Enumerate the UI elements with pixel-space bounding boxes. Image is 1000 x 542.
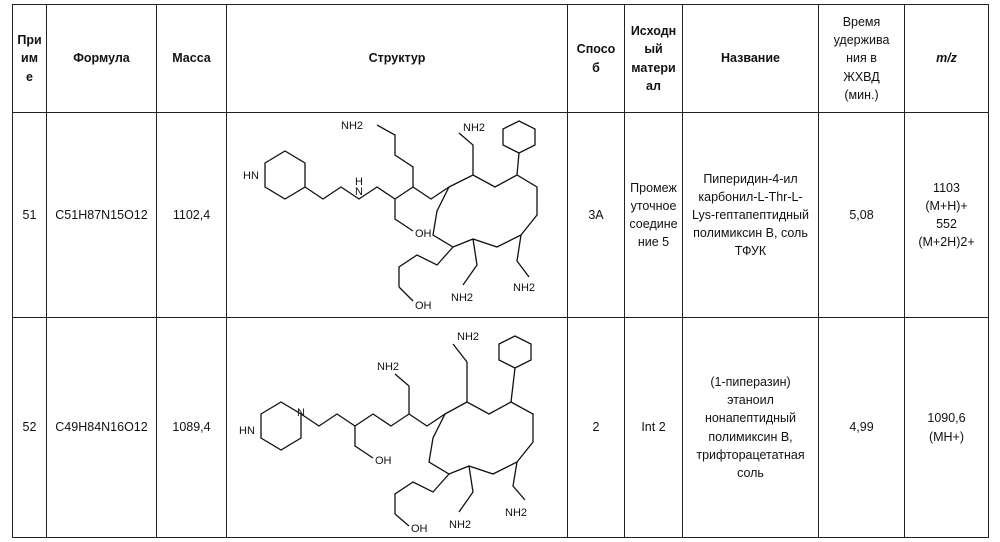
- header-example: [13, 5, 47, 113]
- header-example-text: При им е: [17, 33, 42, 84]
- header-mass: [157, 5, 227, 113]
- header-mass-text: Масса: [172, 51, 211, 66]
- cell-method: [568, 318, 625, 538]
- header-structure: [227, 5, 568, 113]
- lower-chain: [395, 474, 449, 514]
- source-text: Промеж уточное соедине ние 5: [629, 180, 678, 250]
- header-mz: [905, 5, 989, 113]
- header-source: [625, 5, 683, 113]
- dab-side-chain-1: [395, 374, 409, 414]
- dab-side-chain-bot1: [459, 466, 473, 512]
- piperidine-ring: [265, 151, 305, 199]
- nh2-label-top1: NH2: [341, 120, 364, 132]
- nh2-label-bot1: NH2: [449, 518, 472, 531]
- header-method: [568, 5, 625, 113]
- h-label: H: [355, 176, 363, 188]
- thr-side-chain: [355, 426, 373, 458]
- table-row: [13, 318, 989, 538]
- nh2-label-top2: NH2: [457, 330, 480, 343]
- phenyl-ring: [499, 336, 531, 368]
- nh2-label-top2: NH2: [463, 122, 486, 134]
- cell-mz: [905, 318, 989, 538]
- cell-name: [683, 113, 819, 318]
- cell-mz: [905, 113, 989, 318]
- phenyl-bond: [511, 368, 515, 402]
- dab-side-chain-top: [453, 344, 467, 402]
- source-text: Int 2: [641, 420, 666, 435]
- cell-structure: [227, 113, 568, 318]
- thr-side-chain: [395, 199, 413, 231]
- mz-value: 1090,6 (MH+): [927, 411, 966, 444]
- cell-mass: [157, 318, 227, 538]
- dab-side-chain-top: [459, 133, 473, 175]
- cell-retention: [819, 113, 905, 318]
- oh-label-2: OH: [415, 300, 432, 312]
- header-formula: [47, 5, 157, 113]
- formula-text: C51H87N15O12: [55, 207, 148, 222]
- header-formula-text: Формула: [73, 51, 130, 66]
- mass-value: 1102,4: [172, 207, 211, 222]
- backbone-chain: [305, 187, 449, 199]
- header-structure-text: Структур: [368, 51, 426, 66]
- phenyl-ring: [503, 121, 535, 153]
- backbone-chain: [301, 414, 445, 426]
- retention-value: 5,08: [849, 207, 874, 222]
- header-mz-text: m/z: [936, 51, 957, 66]
- nh2-label-bot2: NH2: [513, 282, 536, 294]
- header-name: [683, 5, 819, 113]
- example-number: 52: [22, 420, 37, 435]
- nh2-label-bot1: NH2: [451, 292, 474, 304]
- dab-side-chain-bot2: [517, 235, 529, 277]
- header-method-text: Спосо б: [576, 42, 616, 75]
- nh2-label-top1: NH2: [377, 360, 400, 373]
- lys-side-chain: [377, 125, 413, 187]
- nh2-label-bot2: NH2: [505, 506, 528, 519]
- lower-chain: [399, 247, 453, 287]
- cell-example: [13, 113, 47, 318]
- thr-lower: [399, 287, 413, 301]
- example-number: 51: [22, 207, 37, 222]
- compound-table: [12, 4, 989, 538]
- compound-name: Пиперидин-4-ил карбонил-L-Thr-L- Lys-гептапептидный полимиксин B, соль ТФУК: [691, 171, 810, 259]
- header-retention-text: Время удержива ния в ЖХВД (мин.): [833, 15, 890, 102]
- cell-name: [683, 318, 819, 538]
- header-source-text: Исходн ый матери ал: [630, 24, 677, 93]
- thr-lower: [395, 514, 409, 526]
- table-row: [13, 113, 989, 318]
- method-value: 2: [592, 420, 600, 435]
- hn-label: HN: [239, 424, 255, 437]
- cell-retention: [819, 318, 905, 538]
- dab-side-chain-bot2: [513, 462, 525, 500]
- structure-diagram-52: [237, 322, 557, 534]
- header-retention: [819, 5, 905, 113]
- oh-label-1: OH: [415, 228, 432, 240]
- oh-label-2: OH: [411, 522, 428, 534]
- cell-structure: [227, 318, 568, 538]
- formula-text: C49H84N16O12: [55, 420, 148, 435]
- hn-label: HN: [243, 170, 259, 182]
- structure-diagram-51: [237, 115, 557, 315]
- cell-source: [625, 318, 683, 538]
- oh-label-1: OH: [375, 454, 392, 467]
- method-value: 3A: [588, 207, 604, 222]
- header-row: [13, 5, 989, 113]
- piperazine-ring: [261, 402, 301, 450]
- phenyl-bond: [517, 153, 519, 175]
- compound-name: (1-пиперазин) этаноил нонапептидный полимиксин B, трифторацетатная соль: [696, 375, 805, 480]
- cell-formula: [47, 318, 157, 538]
- dab-side-chain-bot1: [463, 239, 477, 285]
- mz-value: 1103 (M+H)+ 552 (M+2H)2+: [918, 180, 975, 250]
- n-label: N: [297, 406, 305, 419]
- cell-method: [568, 113, 625, 318]
- retention-value: 4,99: [849, 420, 874, 435]
- cell-formula: [47, 113, 157, 318]
- n-label: N: [355, 186, 363, 198]
- mass-value: 1089,4: [172, 420, 211, 435]
- cell-mass: [157, 113, 227, 318]
- header-name-text: Название: [720, 51, 780, 66]
- cell-example: [13, 318, 47, 538]
- cell-source: [625, 113, 683, 318]
